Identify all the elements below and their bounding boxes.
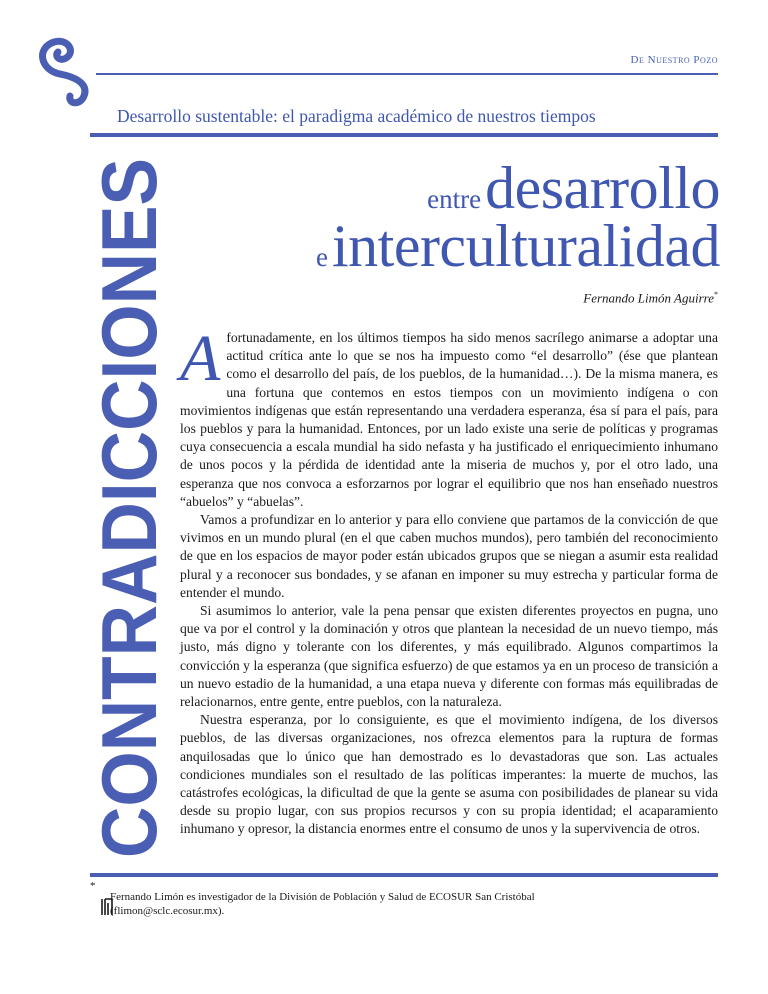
section-title: De Nuestro Pozo (630, 54, 718, 66)
paragraph-4: Nuestra esperanza, por lo consiguiente, es que el movimiento indígena, de los diversos pueblos, de las diversas organizaciones, nos ofrezca elementos para la ruptura de formas anquilosadas que lo único que han demostrado es lo devastadoras que son. Las actuales condiciones mundiales son el resultado de las políticas imperantes: la muerte de muchos, las catástrofes ecológicas, la dificultad de que la gente se asuma con posibilidades de planear su vida desde su propio lugar, con sus propios recursos y con su propia identidad; el acaparamiento inhumano y opresor, la distancia enormes entre el consumo de unos y la supervivencia de otros. (180, 712, 718, 837)
title-word-entre: entre (427, 184, 482, 214)
article-body (180, 322, 718, 839)
paragraph-1-text: fortunadamente, en los últimos tiempos ha sido menos sacrílego animarse a adoptar una actitud crítica ante lo que se nos ha impuesto como “el desarrollo” (ése que plantean como el desarrollo del país, de los pueblos, de la humanidad…). De la misma manera, es una fortuna que contemos en estos tiempos con un movimiento indígena o con movimientos indígenas que están representando una verdadera esperanza, ésa sí para el país, para los pueblos y para la humanidad. Entonces, por un lado existe una serie de políticas y programas cuya consecuencia a escala mundial ha sido nefasta y ha justificado el enriquecimiento inhumano de unos pocos y la pérdida de identidad ante la miseria de muchos y, por el otro lado, una esperanza que nos convoca a esforzarnos por lograr el equilibrio que nos han enseñado nuestros “abuelos” y “abuelas”. (180, 330, 718, 509)
footnote-line-2: (flimon@sclc.ecosur.mx). (110, 905, 225, 917)
journal-logo-swirl-icon (30, 34, 114, 110)
header-rule (96, 73, 718, 75)
issue-subtitle: Desarrollo sustentable: el paradigma académico de nuestros tiempos (117, 106, 596, 126)
drop-cap: A (180, 322, 221, 395)
vertical-section-title (84, 90, 173, 862)
footnote-mark: * (90, 880, 96, 892)
paragraph-2: Vamos a profundizar en lo anterior y para ello conviene que partamos de la convicción de que vivimos en un mundo plural (en el que caben muchos mundos), pero también del reconocimiento de que en los espacios de mayor poder están ubicados grupos que se niegan a asumir esta realidad plural y a reconocer sus bondades, y se afanan en imponer su muy estrecha y particular forma de entender el mundo. (180, 512, 718, 600)
footnote-text (110, 890, 710, 918)
paragraph-3: Si asumimos lo anterior, vale la pena pensar que existen diferentes proyectos en pugna, uno que va por el control y la dominación y otros que plantean la necesidad de un nuevo tiempo, más justo, más digno y tolerante con los diferentes, y más equilibrado. Algunos compartimos la convicción y la esperanza (que significa esfuerzo) de que estamos ya en un proceso de transición a un nuevo estadio de la humanidad, a una etapa nueva y diferente con formas más equilibradas de relacionarnos, entre gente, entre pueblos, con la naturaleza. (180, 603, 718, 710)
subtitle-rule (90, 133, 718, 137)
paragraph-1 (180, 322, 718, 511)
page-marker-icon (100, 897, 114, 917)
author-name: Fernando Limón Aguirre (583, 290, 714, 306)
title-word-interculturalidad: interculturalidad (331, 213, 720, 279)
footnote-rule (90, 873, 718, 877)
author-footnote-mark: * (714, 290, 718, 299)
author-byline (583, 290, 718, 306)
title-word-e: e (316, 242, 328, 272)
article-title (180, 154, 720, 279)
footnote-line-1: Fernando Limón es investigador de la División de Población y Salud de ECOSUR San Cristóbal (110, 891, 535, 903)
vertical-title-text: CONTRADICCIONES (85, 90, 173, 858)
title-word-desarrollo: desarrollo (485, 155, 720, 221)
